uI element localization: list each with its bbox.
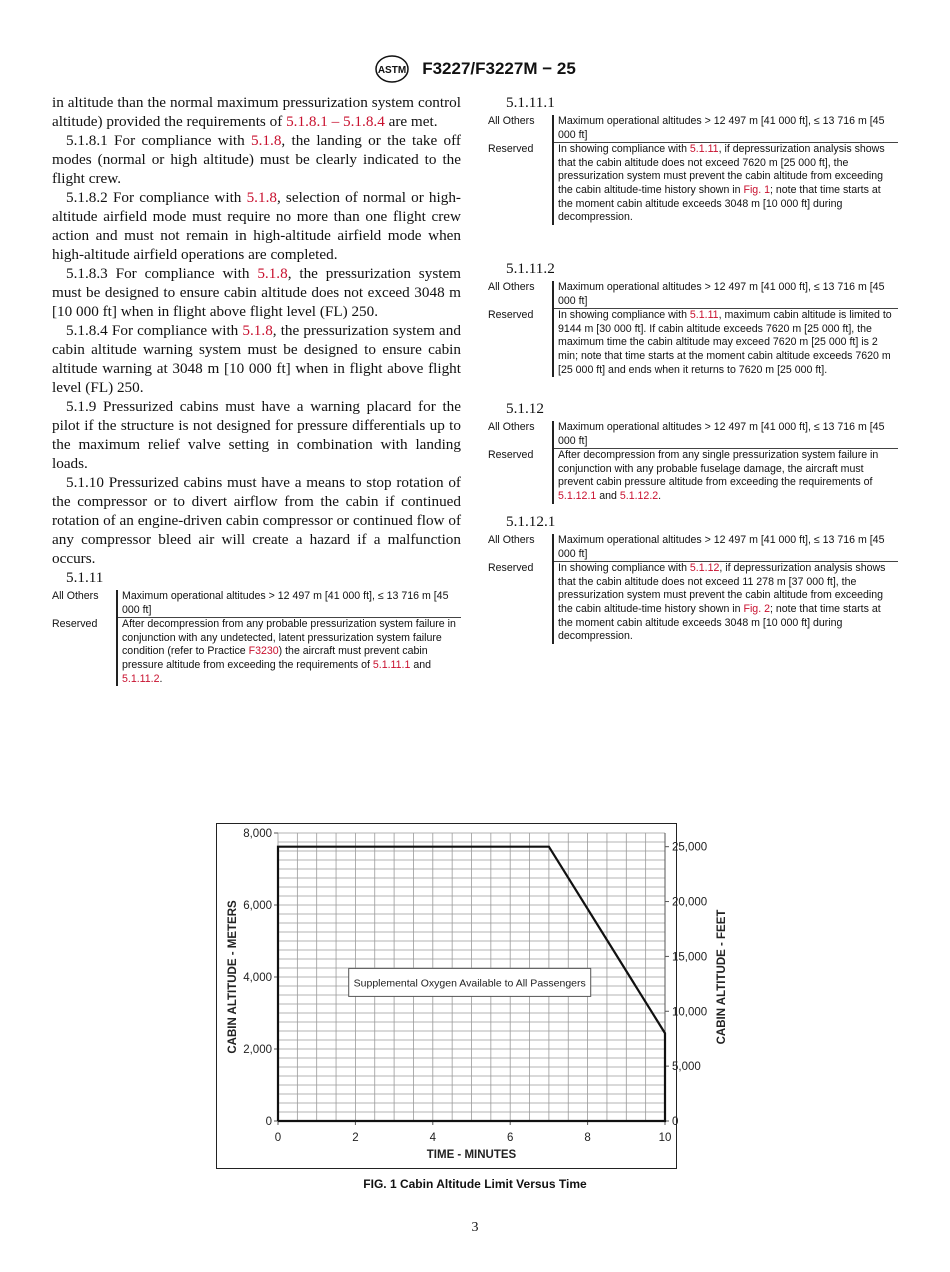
- row-label: Reserved: [488, 308, 534, 321]
- paragraph: [52, 188, 461, 264]
- cross-reference-link[interactable]: 5.1.12: [689, 562, 720, 575]
- y-tick-label: 2,000: [243, 1044, 272, 1056]
- chart-svg: [217, 824, 728, 1167]
- row-text: [553, 143, 898, 225]
- table-row: [488, 562, 898, 644]
- cross-reference-link[interactable]: F3230: [248, 645, 279, 658]
- text-run: .: [159, 672, 163, 685]
- row-text: [553, 281, 898, 309]
- cross-reference-link[interactable]: 5.1.11: [689, 143, 719, 156]
- y2-tick-label: 0: [672, 1116, 679, 1128]
- x-tick-label: 8: [584, 1132, 591, 1144]
- y2-axis-title: CABIN ALTITUDE - FEET: [716, 909, 728, 1045]
- x-axis-title: TIME - MINUTES: [426, 1149, 517, 1161]
- text-run: Maximum operational altitudes > 12 497 m [41 000 ft], ≤ 13 716 m [45 000 ft]: [558, 421, 885, 447]
- text-run: , if depressurization analysis shows that the cabin altitude does not exceed 7620 m [25 000 ft], the pressurization system must prevent the cabin altitude from exceeding the cabin altitude-time history shown in: [558, 143, 885, 196]
- row-text: [117, 590, 461, 618]
- text-run: in altitude than the normal maximum pressurization system control altitude) provided the requirements of: [52, 94, 461, 130]
- row-text: [117, 618, 461, 686]
- text-run: 5.1.9 Pressurized cabins must have a warning placard for the pilot if the structure is not designed for pressure differentials up to the maximum relief valve setting in combination with landing loads.: [52, 398, 461, 472]
- requirements-table: [488, 421, 898, 504]
- table-row: [488, 421, 898, 449]
- text-run: After decompression from any probable pressurization system failure in conjunction with any undetected, latent pressurization system failure condition (refer to Practice: [122, 618, 456, 658]
- paragraph: [52, 473, 461, 568]
- text-run: , selection of normal or high-altitude airfield mode must require no more than one flight crew action and must not remain in high-altitude airfield mode when high-altitude airfield operations are completed.: [52, 189, 461, 263]
- x-tick-label: 6: [506, 1132, 514, 1144]
- text-run: After decompression from any single pressurization system failure in conjunction with any probable fuselage damage, the aircraft must prevent cabin pressure altitude from exceeding the requirements of: [558, 449, 879, 489]
- section-5-1-12-1: [488, 512, 898, 644]
- text-run: 5.1.8.4 For compliance with: [66, 322, 243, 339]
- y-tick-label: 4,000: [243, 972, 272, 984]
- text-run: Maximum operational altitudes > 12 497 m [41 000 ft], ≤ 13 716 m [45 000 ft]: [558, 534, 885, 560]
- table-row: [52, 618, 461, 686]
- annotation-text: Supplemental Oxygen Available to All Passengers: [353, 977, 586, 990]
- document-designation: F3227/F3227M − 25: [422, 59, 576, 78]
- text-run: .: [658, 489, 662, 502]
- table-row: [488, 534, 898, 562]
- text-run: Maximum operational altitudes > 12 497 m [41 000 ft], ≤ 13 716 m [45 000 ft]: [558, 115, 885, 141]
- paragraph: [52, 93, 461, 131]
- text-run: ; note that time starts at the moment cabin altitude exceeds 3048 m [10 000 ft] during decompression.: [558, 602, 881, 643]
- section-number: 5.1.11.1: [506, 94, 555, 111]
- table-row: [488, 143, 898, 225]
- section-5-1-11: [52, 568, 461, 686]
- row-text: [553, 534, 898, 562]
- text-run: are met.: [384, 113, 438, 130]
- x-tick-label: 2: [352, 1132, 359, 1144]
- section-number: 5.1.11: [66, 569, 104, 586]
- figure-1-chart: [216, 823, 728, 1169]
- astm-logo-icon: [374, 54, 410, 84]
- cross-reference-link[interactable]: Fig. 2: [743, 602, 770, 615]
- row-label: All Others: [488, 421, 535, 433]
- text-run: , if depressurization analysis shows that the cabin altitude does not exceed 11 278 m [37 000 ft], the pressurization system must prevent the cabin altitude from exceeding the cabin altitude-time history shown in: [558, 562, 886, 615]
- row-label: All Others: [52, 590, 99, 602]
- table-row: [52, 590, 461, 618]
- svg-text:ASTM: ASTM: [378, 65, 407, 76]
- cross-reference-link[interactable]: 5.1.12.1: [558, 489, 597, 502]
- text-run: 5.1.10 Pressurized cabins must have a means to stop rotation of the compressor or to divert airflow from the cabin if continued rotation of an engine-driven cabin compressor or continued flow of any compressor bleed air will create a hazard if a malfunction occurs.: [52, 474, 461, 567]
- text-run: 5.1.8.1 For compliance with: [66, 132, 252, 149]
- y2-tick-label: 25,000: [672, 841, 708, 854]
- table-row: [488, 281, 898, 309]
- y2-tick-label: 15,000: [672, 951, 708, 964]
- text-run: and: [410, 658, 431, 671]
- row-text: [553, 309, 898, 377]
- section-number: 5.1.12: [506, 400, 544, 417]
- cross-reference-link[interactable]: 5.1.8.1 – 5.1.8.4: [286, 113, 385, 130]
- paragraph: [52, 321, 461, 397]
- table-row: [488, 309, 898, 377]
- y-tick-label: 6,000: [243, 900, 272, 912]
- row-label: Reserved: [488, 448, 534, 461]
- y2-tick-label: 5,000: [672, 1061, 701, 1074]
- text-run: 5.1.8.3 For compliance with: [66, 265, 258, 282]
- row-label: Reserved: [488, 142, 534, 155]
- x-tick-label: 10: [658, 1132, 672, 1144]
- x-tick-label: 0: [274, 1132, 282, 1144]
- y2-tick-label: 10,000: [672, 1006, 708, 1019]
- section-5-1-11-1: [488, 93, 898, 225]
- cross-reference-link[interactable]: 5.1.8: [251, 132, 282, 149]
- y2-tick-label: 20,000: [672, 896, 708, 909]
- body-paragraphs: [52, 93, 461, 568]
- table-row: [488, 449, 898, 504]
- row-label: All Others: [488, 281, 535, 293]
- section-number: 5.1.11.2: [506, 260, 555, 277]
- section-5-1-12: [488, 399, 898, 504]
- text-run: , the landing or the take off modes (normal or high altitude) must be clearly indicated to the flight crew.: [52, 132, 461, 187]
- row-label: All Others: [488, 534, 535, 546]
- text-run: 5.1.8.2 For compliance with: [66, 189, 247, 206]
- cross-reference-link[interactable]: 5.1.11: [689, 309, 719, 322]
- figure-caption: FIG. 1 Cabin Altitude Limit Versus Time: [363, 1177, 587, 1191]
- text-run: ) the aircraft must prevent cabin pressure altitude from exceeding the requirements of: [122, 645, 428, 671]
- x-tick-label: 4: [429, 1132, 437, 1144]
- row-label: Reserved: [488, 561, 534, 574]
- y-tick-label: 8,000: [243, 828, 272, 840]
- text-run: ; note that time starts at the moment cabin altitude exceeds 3048 m [10 000 ft] during decompression.: [558, 183, 881, 224]
- page-header: [0, 54, 950, 84]
- text-run: , the pressurization system and cabin altitude warning system must be designed to ensure cabin altitude warning at 3048 m [10 000 ft] when in flight above flight level (FL) 250.: [52, 322, 461, 396]
- row-text: [553, 115, 898, 143]
- text-run: , the pressurization system must be designed to ensure cabin altitude does not exceed 3048 m [10 000 ft] when in flight above flight level (FL) 250.: [52, 265, 461, 320]
- paragraph: [52, 397, 461, 473]
- section-number: 5.1.12.1: [506, 513, 556, 530]
- text-run: and: [596, 489, 620, 502]
- text-run: In showing compliance with: [558, 309, 690, 322]
- text-run: Maximum operational altitudes > 12 497 m [41 000 ft], ≤ 13 716 m [45 000 ft]: [558, 281, 885, 307]
- requirements-table: [52, 590, 461, 686]
- cross-reference-link[interactable]: Fig. 1: [743, 183, 770, 196]
- cross-reference-link[interactable]: 5.1.12.2: [619, 489, 659, 502]
- paragraph: [52, 131, 461, 188]
- text-run: In showing compliance with: [558, 562, 690, 575]
- requirements-table: [488, 534, 898, 644]
- table-row: [488, 115, 898, 143]
- row-text: [553, 562, 898, 644]
- cross-reference-link[interactable]: 5.1.8: [257, 265, 288, 282]
- row-label: All Others: [488, 115, 535, 127]
- cross-reference-link[interactable]: 5.1.8: [246, 189, 277, 206]
- cross-reference-link[interactable]: 5.1.11.2: [122, 672, 160, 685]
- row-label: Reserved: [52, 617, 98, 630]
- text-run: Maximum operational altitudes > 12 497 m [41 000 ft], ≤ 13 716 m [45 000 ft]: [122, 590, 449, 616]
- text-run: , maximum cabin altitude is limited to 9144 m [30 000 ft]. If cabin altitude exceeds 7620 m [25 000 ft], the maximum time the cabin altitude may exceed 7620 m [25 000 ft] is 2 min; note that time starts at the moment cabin altitude exceeds 7620 m [25 000 ft] and ends when it returns to 7620 m [25 000 ft].: [558, 309, 892, 376]
- cross-reference-link[interactable]: 5.1.11.1: [372, 658, 411, 671]
- y-axis-title: CABIN ALTITUDE - METERS: [227, 900, 239, 1054]
- text-run: In showing compliance with: [558, 143, 690, 156]
- paragraph: [52, 264, 461, 321]
- row-text: [553, 449, 898, 504]
- y-tick-label: 0: [265, 1116, 272, 1128]
- page-number: 3: [471, 1220, 479, 1235]
- section-5-1-11-2: [488, 259, 898, 377]
- row-text: [553, 421, 898, 449]
- left-column: [52, 93, 461, 686]
- requirements-table: [488, 281, 898, 377]
- requirements-table: [488, 115, 898, 225]
- cross-reference-link[interactable]: 5.1.8: [242, 322, 273, 339]
